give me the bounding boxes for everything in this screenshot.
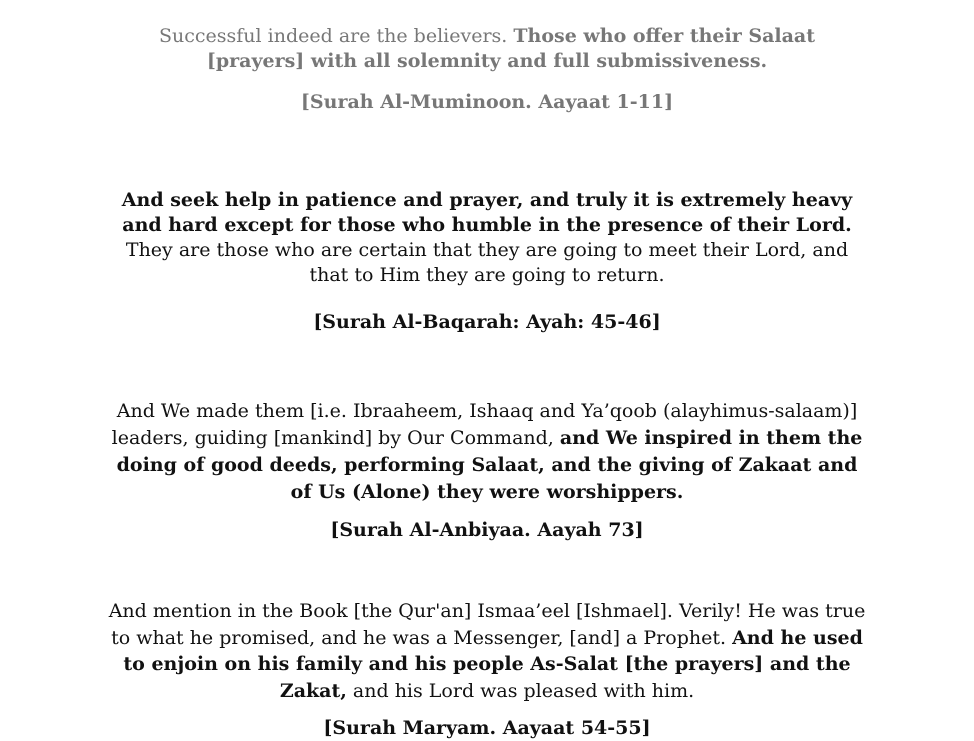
passage-bold: And seek help in patience and prayer, and truly it is extremely heavy and hard except for those who humble in the presence of their Lord.	[121, 189, 853, 236]
passage-bold: And he used to enjoin on his family and his people As-Salat [the prayers] and the Zakat,	[123, 626, 863, 702]
citation-muminoon: [Surah Al-Muminoon. Aayaat 1-11]	[300, 91, 674, 113]
passage-plain-after: and his Lord was pleased with him.	[346, 679, 695, 702]
passage-bold: and We inspired in them the doing of good deeds, performing Salaat, and the giving of Zakaat and of Us (Alone) they were worshippers.	[116, 427, 863, 503]
citation-maryam: [Surah Maryam. Aayaat 54-55]	[323, 717, 651, 739]
passage-anbiyaa	[108, 398, 866, 506]
passage-plain-after: They are those who are certain that they are going to meet their Lord, and that to Him they are going to return.	[125, 239, 849, 286]
passage-plain-before: And We made them [i.e. Ibraaheem, Ishaaq and Ya’qoob (alayhimus-salaam)] leaders, guiding [mankind] by Our Command,	[111, 400, 858, 449]
passage-plain-before: Successful indeed are the believers.	[158, 25, 514, 47]
passage-muminoon	[108, 24, 866, 74]
passage-plain-before: And mention in the Book [the Qur'an] Ismaa’eel [Ishmael]. Verily! He was true to what he promised, and he was a Messenger, [and] a Prophet.	[108, 600, 866, 649]
passage-baqarah	[108, 188, 866, 288]
passage-bold: Those who offer their Salaat [prayers] with all solemnity and full submissiveness.	[206, 25, 816, 72]
passage-maryam	[108, 598, 866, 704]
citation-baqarah: [Surah Al-Baqarah: Ayah: 45-46]	[313, 311, 661, 333]
citation-anbiyaa: [Surah Al-Anbiyaa. Aayah 73]	[330, 519, 644, 541]
